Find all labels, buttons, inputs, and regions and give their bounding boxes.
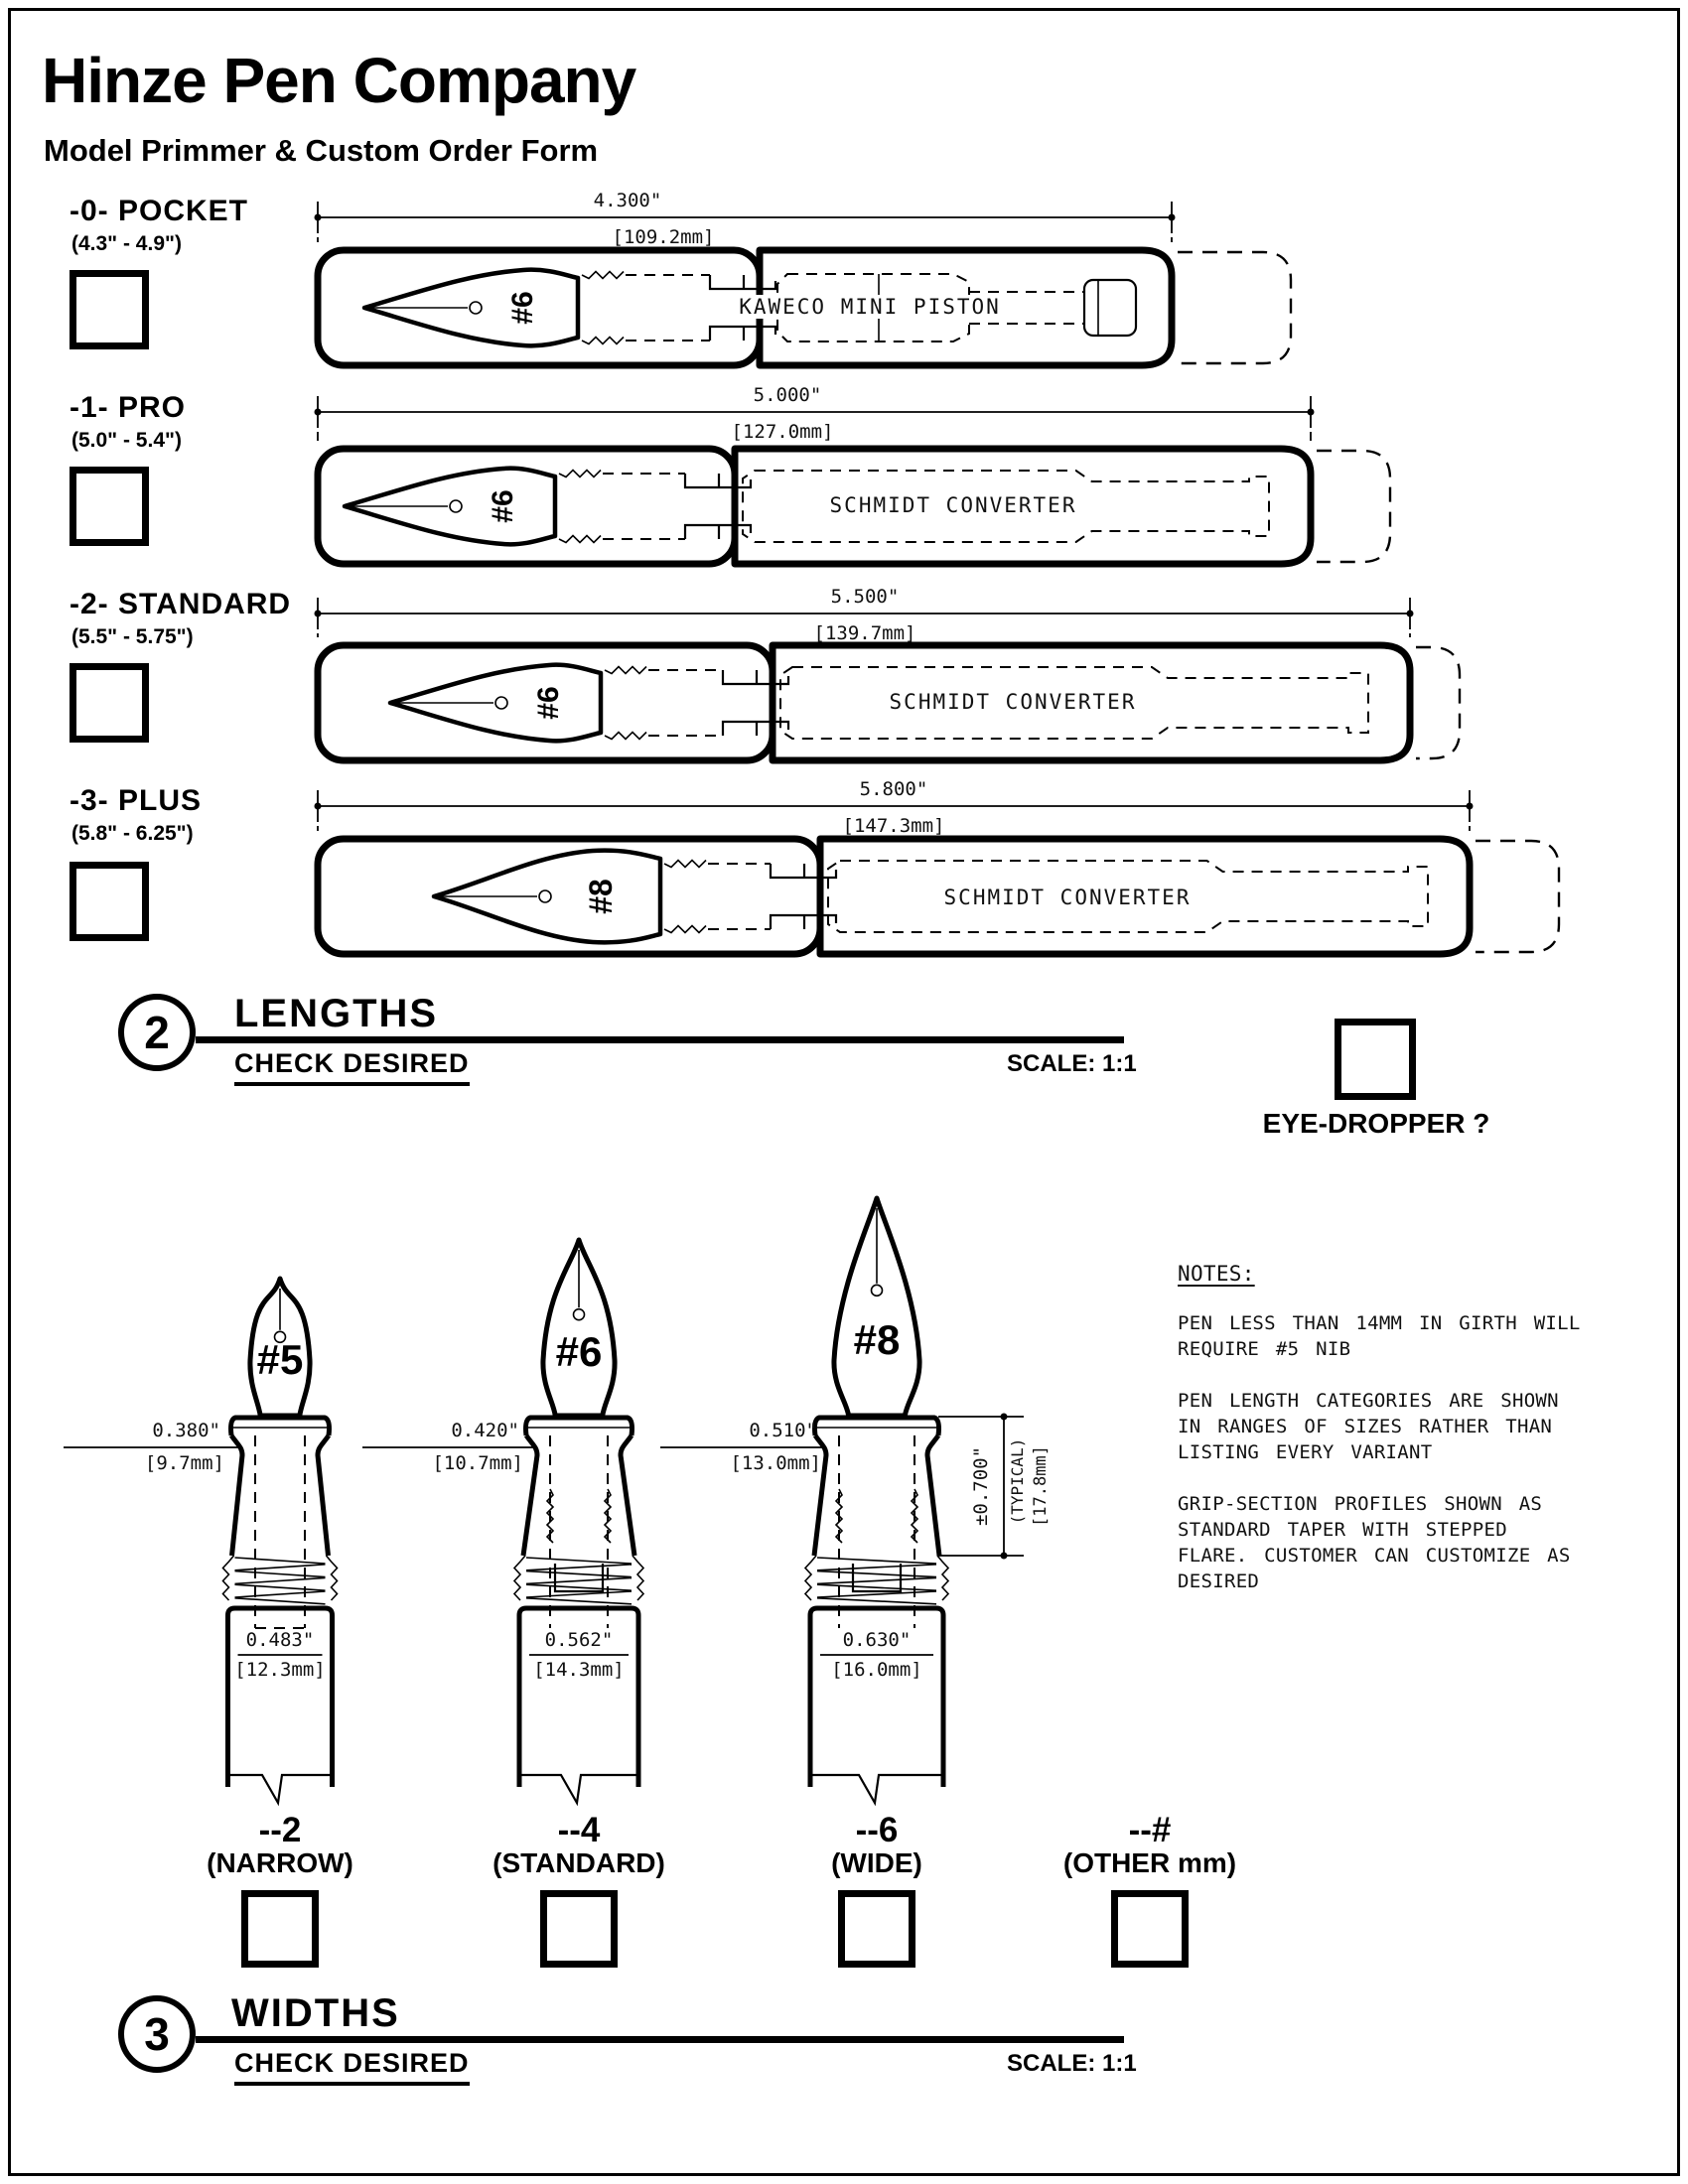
note-grip-profiles: GRIP-SECTION PROFILES SHOWN AS STANDARD TAPER WITH STEPPED FLARE. CUSTOMER CAN CUSTOMIZE AS DESIRED [1178, 1493, 1571, 1592]
width-code-wide: --6 [855, 1811, 899, 1849]
section-divider-lengths [196, 1036, 1124, 1043]
typical-dim-note: (TYPICAL) [1007, 1437, 1027, 1525]
mechanism-label-pocket: KAWECO MINI PISTON [671, 295, 1068, 319]
nib-label-5: #5 [256, 1336, 304, 1383]
scale-note-widths: SCALE: 1:1 [1007, 2050, 1137, 2077]
checkbox-width-narrow[interactable] [241, 1890, 319, 1968]
page-title: Hinze Pen Company [42, 45, 636, 116]
section-divider-widths [196, 2036, 1124, 2043]
width-name-other: (OTHER mm) [1062, 1847, 1237, 1878]
typical-dim-mm: [17.8mm] [1031, 1445, 1051, 1527]
nib-label-8: #8 [853, 1316, 901, 1363]
nib-size-label-plus: #8 [582, 879, 619, 914]
mechanism-label-standard: SCHMIDT CONVERTER [814, 690, 1211, 714]
width-code-other: --# [1128, 1811, 1172, 1849]
dim-inches-pocket: 4.300" [593, 190, 662, 211]
model-code-pro: -1- PRO [70, 391, 187, 424]
mechanism-label-plus: SCHMIDT CONVERTER [869, 886, 1266, 909]
page-subtitle: Model Primmer & Custom Order Form [44, 133, 599, 168]
pen-drawing-0 [315, 202, 1292, 365]
model-code-standard: -2- STANDARD [70, 588, 292, 620]
dim-inches-standard: 5.500" [830, 586, 900, 608]
width-name-narrow: (NARROW) [207, 1847, 353, 1878]
note-girth: PEN LESS THAN 14MM IN GIRTH WILL REQUIRE #5 NIB [1178, 1312, 1581, 1360]
model-range-pro: (5.0" - 5.4") [71, 429, 182, 452]
checkbox-width-standard[interactable] [540, 1890, 618, 1968]
nib-size-label-pro: #6 [487, 489, 519, 523]
dim-mm-plus: [147.3mm] [842, 815, 945, 837]
nib-label-6: #6 [555, 1328, 603, 1375]
nib-size-label-pocket: #6 [506, 291, 539, 325]
mechanism-label-pro: SCHMIDT CONVERTER [755, 493, 1152, 517]
nib6-section-mm: [10.7mm] [432, 1452, 523, 1474]
section-title-lengths: LENGTHS [234, 992, 439, 1035]
model-code-plus: -3- PLUS [70, 784, 203, 817]
section-title-widths: WIDTHS [231, 1991, 400, 2035]
notes-title: NOTES: [1178, 1262, 1255, 1286]
dim-mm-pocket: [109.2mm] [612, 226, 715, 248]
nib5-section-inches: 0.380" [152, 1420, 220, 1441]
nib5-barrel-inches: 0.483" [245, 1629, 315, 1651]
width-name-standard: (STANDARD) [492, 1847, 665, 1878]
scale-note-lengths: SCALE: 1:1 [1007, 1050, 1137, 1077]
dim-inches-plus: 5.800" [859, 778, 928, 800]
width-code-standard: --4 [557, 1811, 601, 1849]
nib5-section-mm: [9.7mm] [144, 1452, 224, 1474]
dim-inches-pro: 5.000" [753, 384, 822, 406]
section-instruction-widths: CHECK DESIRED [234, 2048, 470, 2086]
section-number-widths: 3 [118, 1995, 196, 2073]
model-range-plus: (5.8" - 6.25") [71, 822, 194, 845]
model-range-standard: (5.5" - 5.75") [71, 625, 194, 648]
nib8-barrel-inches: 0.630" [842, 1629, 912, 1651]
checkbox-length-plus[interactable] [70, 862, 149, 941]
model-range-pocket: (4.3" - 4.9") [71, 232, 182, 255]
checkbox-width-other[interactable] [1111, 1890, 1189, 1968]
nib5-barrel-mm: [12.3mm] [234, 1659, 326, 1681]
typical-dim-inches: ±0.700" [970, 1445, 992, 1527]
nib8-barrel-mm: [16.0mm] [831, 1659, 922, 1681]
nib6-barrel-mm: [14.3mm] [533, 1659, 625, 1681]
width-name-wide: (WIDE) [831, 1847, 922, 1878]
checkbox-length-standard[interactable] [70, 663, 149, 743]
checkbox-length-pro[interactable] [70, 467, 149, 546]
nib6-barrel-inches: 0.562" [544, 1629, 614, 1651]
nib6-section-inches: 0.420" [451, 1420, 519, 1441]
notes-block [1178, 1261, 1589, 1620]
dim-mm-standard: [139.7mm] [813, 622, 916, 644]
checkbox-width-wide[interactable] [838, 1890, 915, 1968]
checkbox-length-pocket[interactable] [70, 270, 149, 349]
checkbox-eyedropper[interactable] [1335, 1019, 1416, 1100]
section-instruction-lengths: CHECK DESIRED [234, 1048, 470, 1086]
note-length-ranges: PEN LENGTH CATEGORIES ARE SHOWN IN RANGES OF SIZES RATHER THAN LISTING EVERY VARIANT [1178, 1390, 1559, 1463]
section-number-lengths: 2 [118, 994, 196, 1071]
eyedropper-label: EYE-DROPPER ? [1262, 1108, 1490, 1139]
model-code-pocket: -0- POCKET [70, 195, 249, 227]
nib-drawing-1 [362, 1240, 643, 1803]
width-code-narrow: --2 [258, 1811, 302, 1849]
nib-size-label-standard: #6 [532, 686, 565, 720]
dim-mm-pro: [127.0mm] [731, 421, 834, 443]
nib8-section-inches: 0.510" [749, 1420, 817, 1441]
nib8-section-mm: [13.0mm] [730, 1452, 821, 1474]
